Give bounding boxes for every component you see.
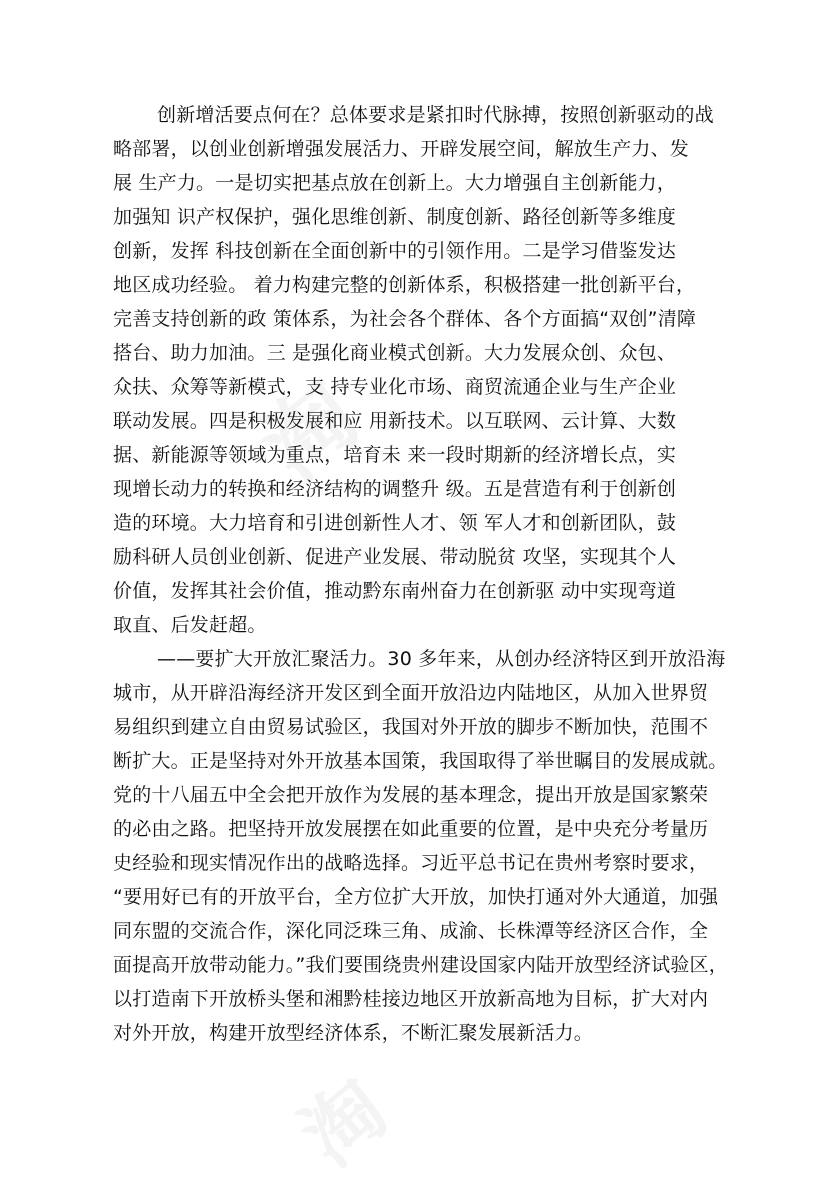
text-line: 造的环境。大力培育和引进创新性人才、领 军人才和创新团队，鼓: [113, 512, 677, 534]
text-line: 略部署，以创业创新增强发展活力、开辟发展空间，解放生产力、发: [113, 138, 690, 160]
text-line: 地区成功经验。 着力构建完整的创新体系，积极搭建一批创新平台，: [113, 274, 696, 296]
text-line: 据、新能源等领域为重点，培育未 来一段时期新的经济增长点，实: [113, 444, 677, 466]
text-line: 加强知 识产权保护，强化思维创新、制度创新、路径创新等多维度: [113, 206, 677, 228]
text-line: 面提高开放带动能力。”我们要围绕贵州建设国家内陆开放型经济试验区，: [113, 954, 728, 976]
text-line: 城市，从开辟沿海经济开发区到全面开放沿边内陆地区，从加入世界贸: [113, 682, 709, 704]
watermark-mark: [272, 1048, 407, 1187]
body-text: [113, 98, 728, 1050]
text-line: 的必由之路。把坚持开放发展摆在如此重要的位置，是中央充分考量历: [113, 818, 709, 840]
text-line: 对外开放，构建开放型经济体系，不断汇聚发展新活力。: [113, 1022, 594, 1044]
text-line: 完善支持创新的政 策体系，为社会各个群体、各个方面搞“双创”清障: [113, 308, 697, 330]
paragraph-innovation: [113, 98, 725, 642]
text-line: 断扩大。正是坚持对外开放基本国策，我国取得了举世瞩目的发展成就。: [113, 750, 728, 772]
text-line: 易组织到建立自由贸易试验区，我国对外开放的脚步不断加快，范围不: [113, 716, 709, 738]
text-line: 党的十八届五中全会把开放作为发展的基本理念，提出开放是国家繁荣: [113, 784, 709, 806]
text-line: 史经验和现实情况作出的战略选择。习近平总书记在贵州考察时要求，: [113, 852, 709, 874]
text-line: 取直、后发赶超。: [113, 614, 267, 636]
text-line: “要用好已有的开放平台，全方位扩大开放，加快打通对外大通道，加强: [113, 886, 719, 908]
text-line: 联动发展。四是积极发展和应 用新技术。以互联网、云计算、大数: [113, 410, 677, 432]
text-line: 现增长动力的转换和经济结构的调整升 级。五是营造有利于创新创: [113, 478, 677, 500]
text-line: 搭台、助力加油。三 是强化商业模式创新。大力发展众创、众包、: [113, 342, 677, 364]
text-line: 价值，发挥其社会价值，推动黔东南州奋力在创新驱 动中实现弯道: [113, 580, 677, 602]
text-line: 创新增活要点何在？总体要求是紧扣时代脉搏，按照创新驱动的战: [157, 104, 714, 126]
text-line: 励科研人员创业创新、促进产业发展、带动脱贫 攻坚，实现其个人: [113, 546, 677, 568]
text-line: 众扶、众筹等新模式，支 持专业化市场、商贸流通企业与生产企业: [113, 376, 677, 398]
paragraph-opening-up: [113, 642, 728, 1050]
text-line: 以打造南下开放桥头堡和湘黔桂接边地区开放新高地为目标，扩大对内: [113, 988, 709, 1010]
text-line: ——要扩大开放汇聚活力。30 多年来，从创办经济特区到开放沿海: [157, 648, 726, 670]
text-line: 同东盟的交流合作，深化同泛珠三角、成渝、长株潭等经济区合作，全: [113, 920, 709, 942]
text-line: 创新，发挥 科技创新在全面创新中的引领作用。二是学习借鉴发达: [113, 240, 677, 262]
text-line: 展 生产力。一是切实把基点放在创新上。大力增强自主创新能力，: [113, 172, 677, 194]
